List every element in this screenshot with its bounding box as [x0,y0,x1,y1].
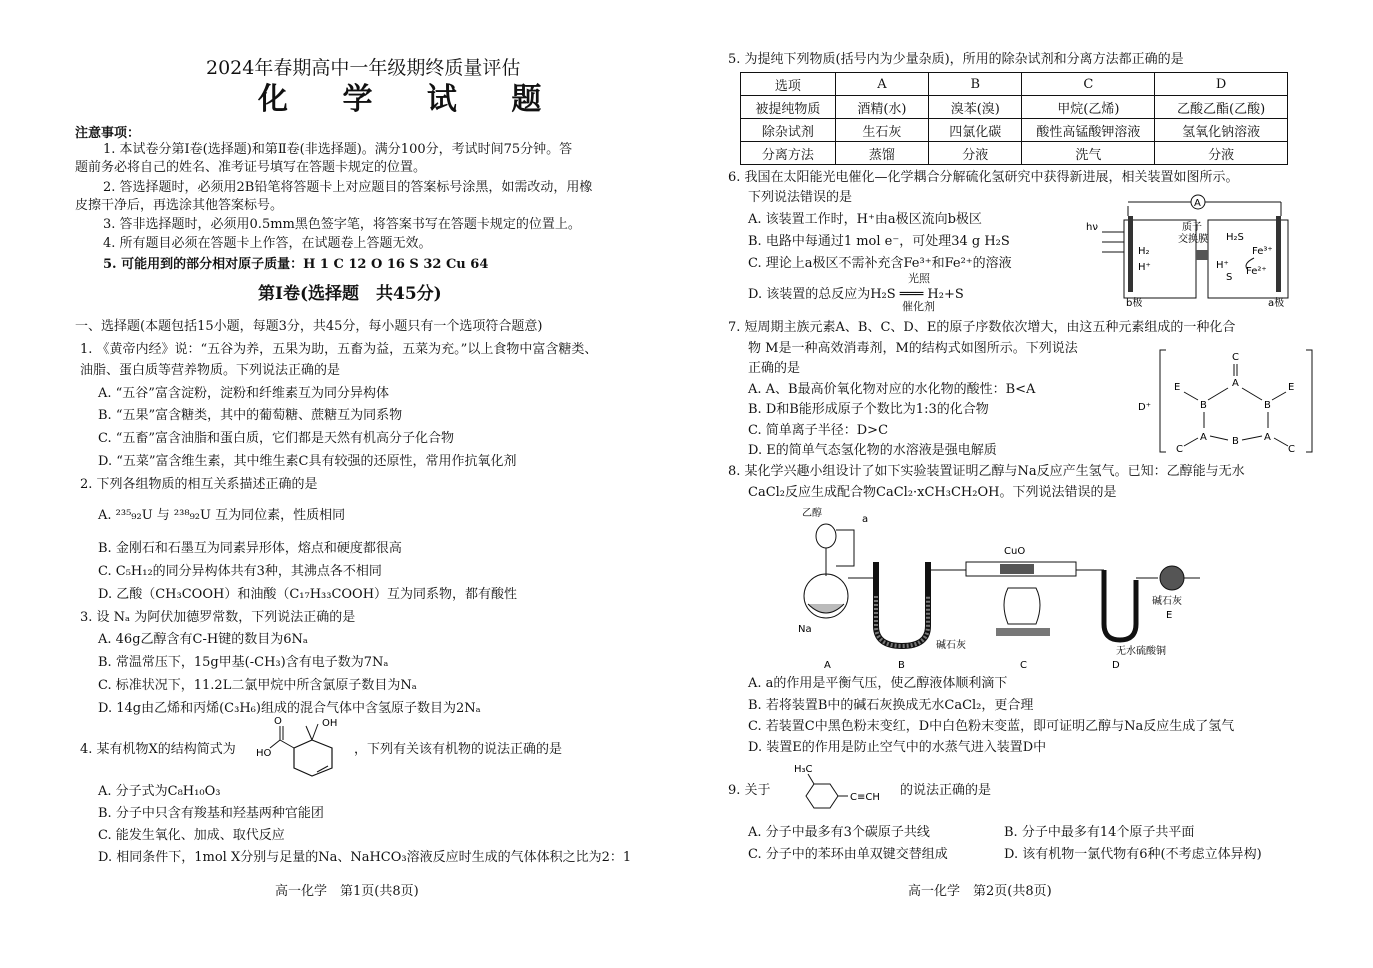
atom-c-label: C [1232,352,1239,363]
atom-b-label: B [1200,400,1207,411]
q6-stem: 6. 我国在太阳能光电催化—化学耦合分解硫化氢研究中获得新进展，相关装置如图所示。 [728,170,1239,185]
table-cell: 溴苯(溴) [929,96,1022,119]
sodalime-label: 碱石灰 [1152,596,1182,607]
cuso4-label: 无水硫酸铜 [1116,646,1166,657]
exam-header: 2024年春期高中一年级期终质量评估 [206,57,521,79]
table-cell: 酒精(水) [835,96,928,119]
q6-option-d: D. 该装置的总反应为H₂S ═══ H₂+S [748,287,964,302]
table-cell: 酸性高锰酸钾溶液 [1022,119,1155,142]
q1-option-d: D. “五菜”富含维生素，其中维生素C具有较强的还原性，常用作抗氧化剂 [98,454,517,469]
notice-line: 5. 可能用到的部分相对原子质量：H 1 C 12 O 16 S 32 Cu 64 [103,257,489,272]
apparatus-a-label: A [824,660,831,671]
table-cell: A [835,73,928,96]
q1-stem: 油脂、蛋白质等营养物质。下列说法正确的是 [80,363,341,378]
q6-option-c: C. 理论上a极区不需补充含Fe³⁺和Fe²⁺的溶液 [748,256,1012,271]
q3-option-c: C. 标准状况下，11.2L二氯甲烷中所含氯原子数目为Nₐ [98,678,417,693]
q2-option-c: C. C₅H₁₂的同分异构体共有3种，其沸点各不相同 [98,564,382,579]
q6-option-a: A. 该装置工作时，H⁺由a极区流向b极区 [748,212,982,227]
page-footer: 高一化学 第2页(共8页) [908,884,1052,899]
table-cell: C [1022,73,1155,96]
q7-stem: 物 M是一种高效消毒剂，M的结构式如图所示。下列说法 [748,341,1078,356]
table-cell: 乙酸乙酯(乙酸) [1155,96,1288,119]
b-pole-label: b极 [1126,298,1143,309]
a-pole-label: a极 [1268,298,1285,309]
q7-stem: 7. 短周期主族元素A、B、C、D、E的原子序数依次增大，由这五种元素组成的一种化合 [728,320,1236,335]
q4-ho-label: HO [256,748,272,759]
atom-c-label: C [1176,444,1183,455]
q9-option-d: D. 该有机物一氯代物有6种(不考虑立体异构) [1004,847,1262,862]
hplus-label: H⁺ [1216,260,1229,271]
apparatus-d-label: D [1112,660,1120,671]
table-cell: D [1155,73,1288,96]
hplus-label: H⁺ [1138,262,1151,273]
sodalime-label: 碱石灰 [936,640,966,651]
q7-option-a: A. A、B最高价氧化物对应的水化物的酸性：B<A [748,382,1036,397]
q5-stem: 5. 为提纯下列物质(括号内为少量杂质)，所用的除杂试剂和分离方法都正确的是 [728,52,1184,67]
table-cell: B [929,73,1022,96]
table-cell: 选项 [741,73,836,96]
light-label: hν [1086,222,1098,233]
q7-stem: 正确的是 [748,361,801,376]
notice-line: 皮擦干净后，再选涂其他答案标号。 [75,198,284,213]
section-title: 第Ⅰ卷(选择题 共45分) [258,284,442,304]
q1-option-a: A. “五谷”富含淀粉，淀粉和纤维素互为同分异构体 [98,386,389,401]
q7-option-c: C. 简单离子半径：D>C [748,423,889,438]
q6-condition-bottom: 催化剂 [902,300,935,313]
q7-structure-figure [1136,348,1316,456]
table-cell: 除杂试剂 [741,119,836,142]
tube-a-label: a [862,514,869,525]
q8-option-a: A. a的作用是平衡气压，使乙醇液体顺利滴下 [748,676,1008,691]
q9-option-a: A. 分子中最多有3个碳原子共线 [748,825,930,840]
page-1 [0,0,686,968]
page-2 [686,0,1373,968]
fe2-label: Fe²⁺ [1246,266,1267,277]
q6-option-b: B. 电路中每通过1 mol e⁻，可处理34 g H₂S [748,234,1010,249]
table-cell: 蒸馏 [835,142,928,165]
q4-structure-figure [256,716,352,780]
table-cell: 生石灰 [835,119,928,142]
table-row [741,142,1288,165]
fe3-label: Fe³⁺ [1252,246,1273,257]
q3-option-b: B. 常温常压下，15g甲基(-CH₃)含有电子数为7Nₐ [98,655,389,670]
atom-c-label: C [1288,444,1295,455]
atom-b-label: B [1232,436,1239,447]
membrane-label: 质子 [1182,222,1202,233]
exam-title: 化 学 试 题 [258,82,564,117]
q1-option-b: B. “五果”富含糖类，其中的葡萄糖、蔗糖互为同系物 [98,408,403,423]
alkyne-label: C≡CH [850,792,880,803]
table-cell: 分液 [1155,142,1288,165]
q4-stem-end: ，下列有关该有机物的说法正确的是 [354,742,563,757]
q8-option-d: D. 装置E的作用是防止空气中的水蒸气进入装置D中 [748,740,1047,755]
apparatus-b-label: B [898,660,905,671]
cuo-label: CuO [1004,546,1026,557]
q4-option-c: C. 能发生氧化、加成、取代反应 [98,828,285,843]
q9-stem: 9. 关于 [728,783,771,798]
q4-option-a: A. 分子式为C₈H₁₀O₃ [98,784,221,799]
q8-option-b: B. 若将装置B中的碱石灰换成无水CaCl₂，更合理 [748,698,1034,713]
q2-option-b: B. 金刚石和石墨互为同素异形体，熔点和硬度都很高 [98,541,402,556]
q9-structure-figure [790,762,900,812]
ch3-label: H₃C [794,764,813,775]
notice-line: 题前务必将自己的姓名、准考证号填写在答题卡规定的位置。 [75,160,427,175]
notice-line: 4. 所有题目必须在答题卡上作答，在试题卷上答题无效。 [103,236,432,251]
table-cell: 氢氧化钠溶液 [1155,119,1288,142]
tube-e-label: E [1166,610,1173,621]
q8-stem: CaCl₂反应生成配合物CaCl₂·xCH₃CH₂OH。下列说法错误的是 [748,485,1117,500]
table-cell: 分离方法 [741,142,836,165]
q1-stem: 1. 《黄帝内经》说：“五谷为养，五果为助，五畜为益，五菜为充。”以上食物中富含糖类、 [80,342,598,357]
na-label: Na [798,624,812,635]
q4-option-d: D. 相同条件下，1mol X分别与足量的Na、NaHCO₃溶液反应时生成的气体体积之比为2：1 [98,850,632,865]
atom-e-label: E [1174,382,1181,393]
membrane-label: 交换膜 [1178,234,1208,245]
table-cell: 分液 [929,142,1022,165]
ethanol-label: 乙醇 [802,508,822,519]
q8-stem: 8. 某化学兴趣小组设计了如下实验装置证明乙醇与Na反应产生氢气。已知：乙醇能与无水 [728,464,1245,479]
h2s-label: H₂S [1226,232,1244,243]
page-footer: 高一化学 第1页(共8页) [275,884,419,899]
section-intro: 一、选择题(本题包括15小题，每题3分，共45分，每小题只有一个选项符合题意) [75,319,543,334]
q6-electrolysis-figure [1086,192,1316,308]
apparatus-c-label: C [1020,660,1027,671]
notice-line: 1. 本试卷分第Ⅰ卷(选择题)和第Ⅱ卷(非选择题)。满分100分，考试时间75分钟。答 [103,142,573,157]
q8-option-c: C. 若装置C中黑色粉末变红，D中白色粉末变蓝，即可证明乙醇与Na反应生成了氢气 [748,719,1235,734]
q5-table [740,72,1288,165]
q7-option-d: D. E的简单气态氢化物的水溶液是强电解质 [748,443,997,458]
q9-stem-end: 的说法正确的是 [900,783,992,798]
table-cell: 洗气 [1022,142,1155,165]
table-row [741,73,1288,96]
table-row [741,96,1288,119]
q4-o-label: O [274,716,282,727]
q8-apparatus-figure [786,506,1236,670]
q3-option-d: D. 14g由乙烯和丙烯(C₃H₆)组成的混合气体中含氢原子数目为2Nₐ [98,701,481,716]
h2-label: H₂ [1138,246,1150,257]
q2-stem: 2. 下列各组物质的相互关系描述正确的是 [80,477,318,492]
table-cell: 四氯化碳 [929,119,1022,142]
atom-b-label: B [1264,400,1271,411]
q4-oh-label: OH [322,718,338,729]
q6-condition-top: 光照 [908,272,930,285]
q4-stem: 4. 某有机物X的结构简式为 [80,742,236,757]
notice-title: 注意事项： [75,126,141,141]
q3-stem: 3. 设 Nₐ 为阿伏加德罗常数，下列说法正确的是 [80,610,356,625]
q6-stem: 下列说法错误的是 [748,190,853,205]
q4-option-b: B. 分子中只含有羧基和羟基两种官能团 [98,806,324,821]
atom-e-label: E [1288,382,1295,393]
q2-option-a: A. ²³⁵₉₂U 与 ²³⁸₉₂U 互为同位素，性质相同 [98,508,346,523]
q1-option-c: C. “五畜”富含油脂和蛋白质，它们都是天然有机高分子化合物 [98,431,455,446]
q9-option-b: B. 分子中最多有14个原子共平面 [1004,825,1195,840]
atom-a-label: A [1200,432,1207,443]
ammeter-label: A [1194,198,1201,209]
s-label: S [1226,272,1233,283]
table-cell: 被提纯物质 [741,96,836,119]
q7-option-b: B. D和B能形成原子个数比为1:3的化合物 [748,402,989,417]
q3-option-a: A. 46g乙醇含有C-H键的数目为6Nₐ [98,632,308,647]
q2-option-d: D. 乙酸（CH₃COOH）和油酸（C₁₇H₃₃COOH）互为同系物，都有酸性 [98,587,518,602]
atom-a-label: A [1232,378,1239,389]
q9-option-c: C. 分子中的苯环由单双键交替组成 [748,847,948,862]
notice-line: 2. 答选择题时，必须用2B铅笔将答题卡上对应题目的答案标号涂黑，如需改动，用橡 [103,180,593,195]
d-label: D⁺ [1138,402,1151,413]
table-cell: 甲烷(乙烯) [1022,96,1155,119]
table-row [741,119,1288,142]
atom-a-label: A [1264,432,1271,443]
notice-line: 3. 答非选择题时，必须用0.5mm黑色签字笔，将答案书写在答题卡规定的位置上。 [103,217,581,232]
